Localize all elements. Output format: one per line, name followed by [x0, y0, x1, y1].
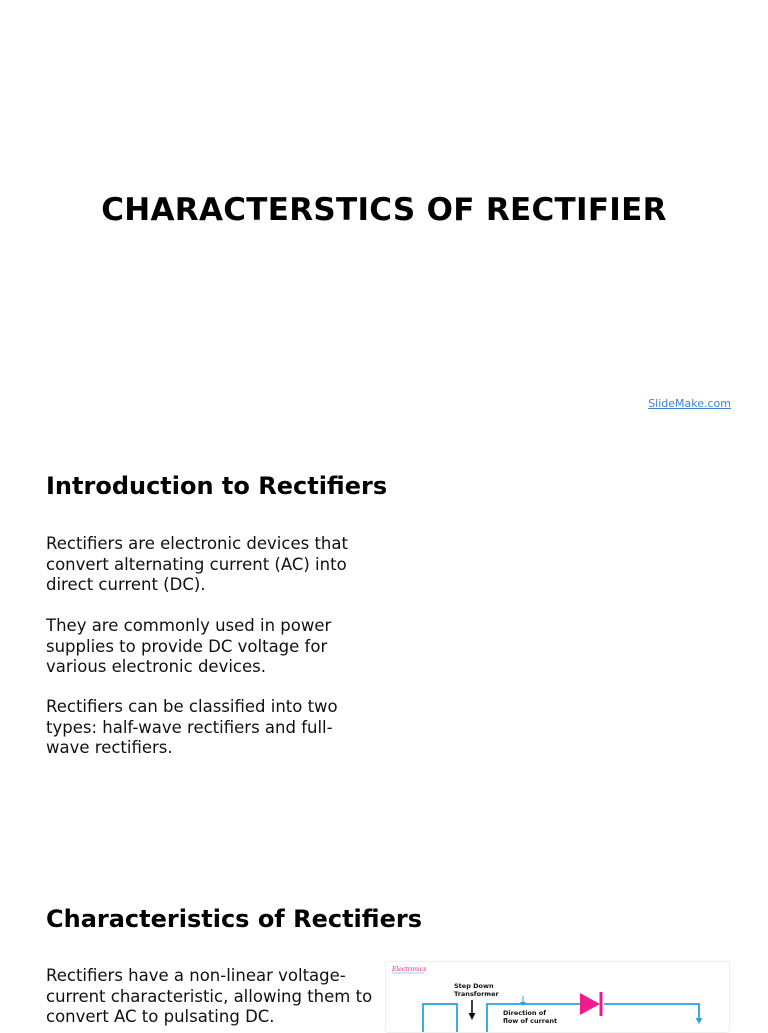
- slide-title: CHARACTERSTICS OF RECTIFIER: [101, 192, 667, 228]
- output-arrow-icon: [696, 1018, 703, 1024]
- transformer-label: Step Down Transformer: [454, 982, 499, 998]
- flow-label: Direction of flow of current: [503, 1009, 558, 1025]
- output-wire: [604, 1004, 699, 1020]
- characteristics-paragraph-1: Rectifiers have a non-linear voltage-current characteristic, allowing them to convert AC to pulsating DC.: [46, 966, 373, 1026]
- credit-link[interactable]: SlideMake.com: [648, 397, 731, 410]
- diagram-logo: Electronics: [392, 966, 427, 973]
- characteristics-heading: Characteristics of Rectifiers: [46, 905, 422, 933]
- intro-paragraph-1: Rectifiers are electronic devices that convert alternating current (AC) into direct current (DC).: [46, 534, 348, 594]
- intro-paragraph-3: Rectifiers can be classified into two types: half-wave rectifiers and full-wave rectifiers.: [46, 697, 338, 757]
- diode-icon: [580, 993, 600, 1015]
- primary-coil-wire: [423, 1004, 457, 1032]
- intro-paragraph-2: They are commonly used in power supplies to provide DC voltage for various electronic devices.: [46, 616, 332, 676]
- transformer-arrow-head: [469, 1013, 476, 1020]
- intro-heading: Introduction to Rectifiers: [46, 472, 388, 500]
- rectifier-circuit-diagram: [385, 961, 730, 1033]
